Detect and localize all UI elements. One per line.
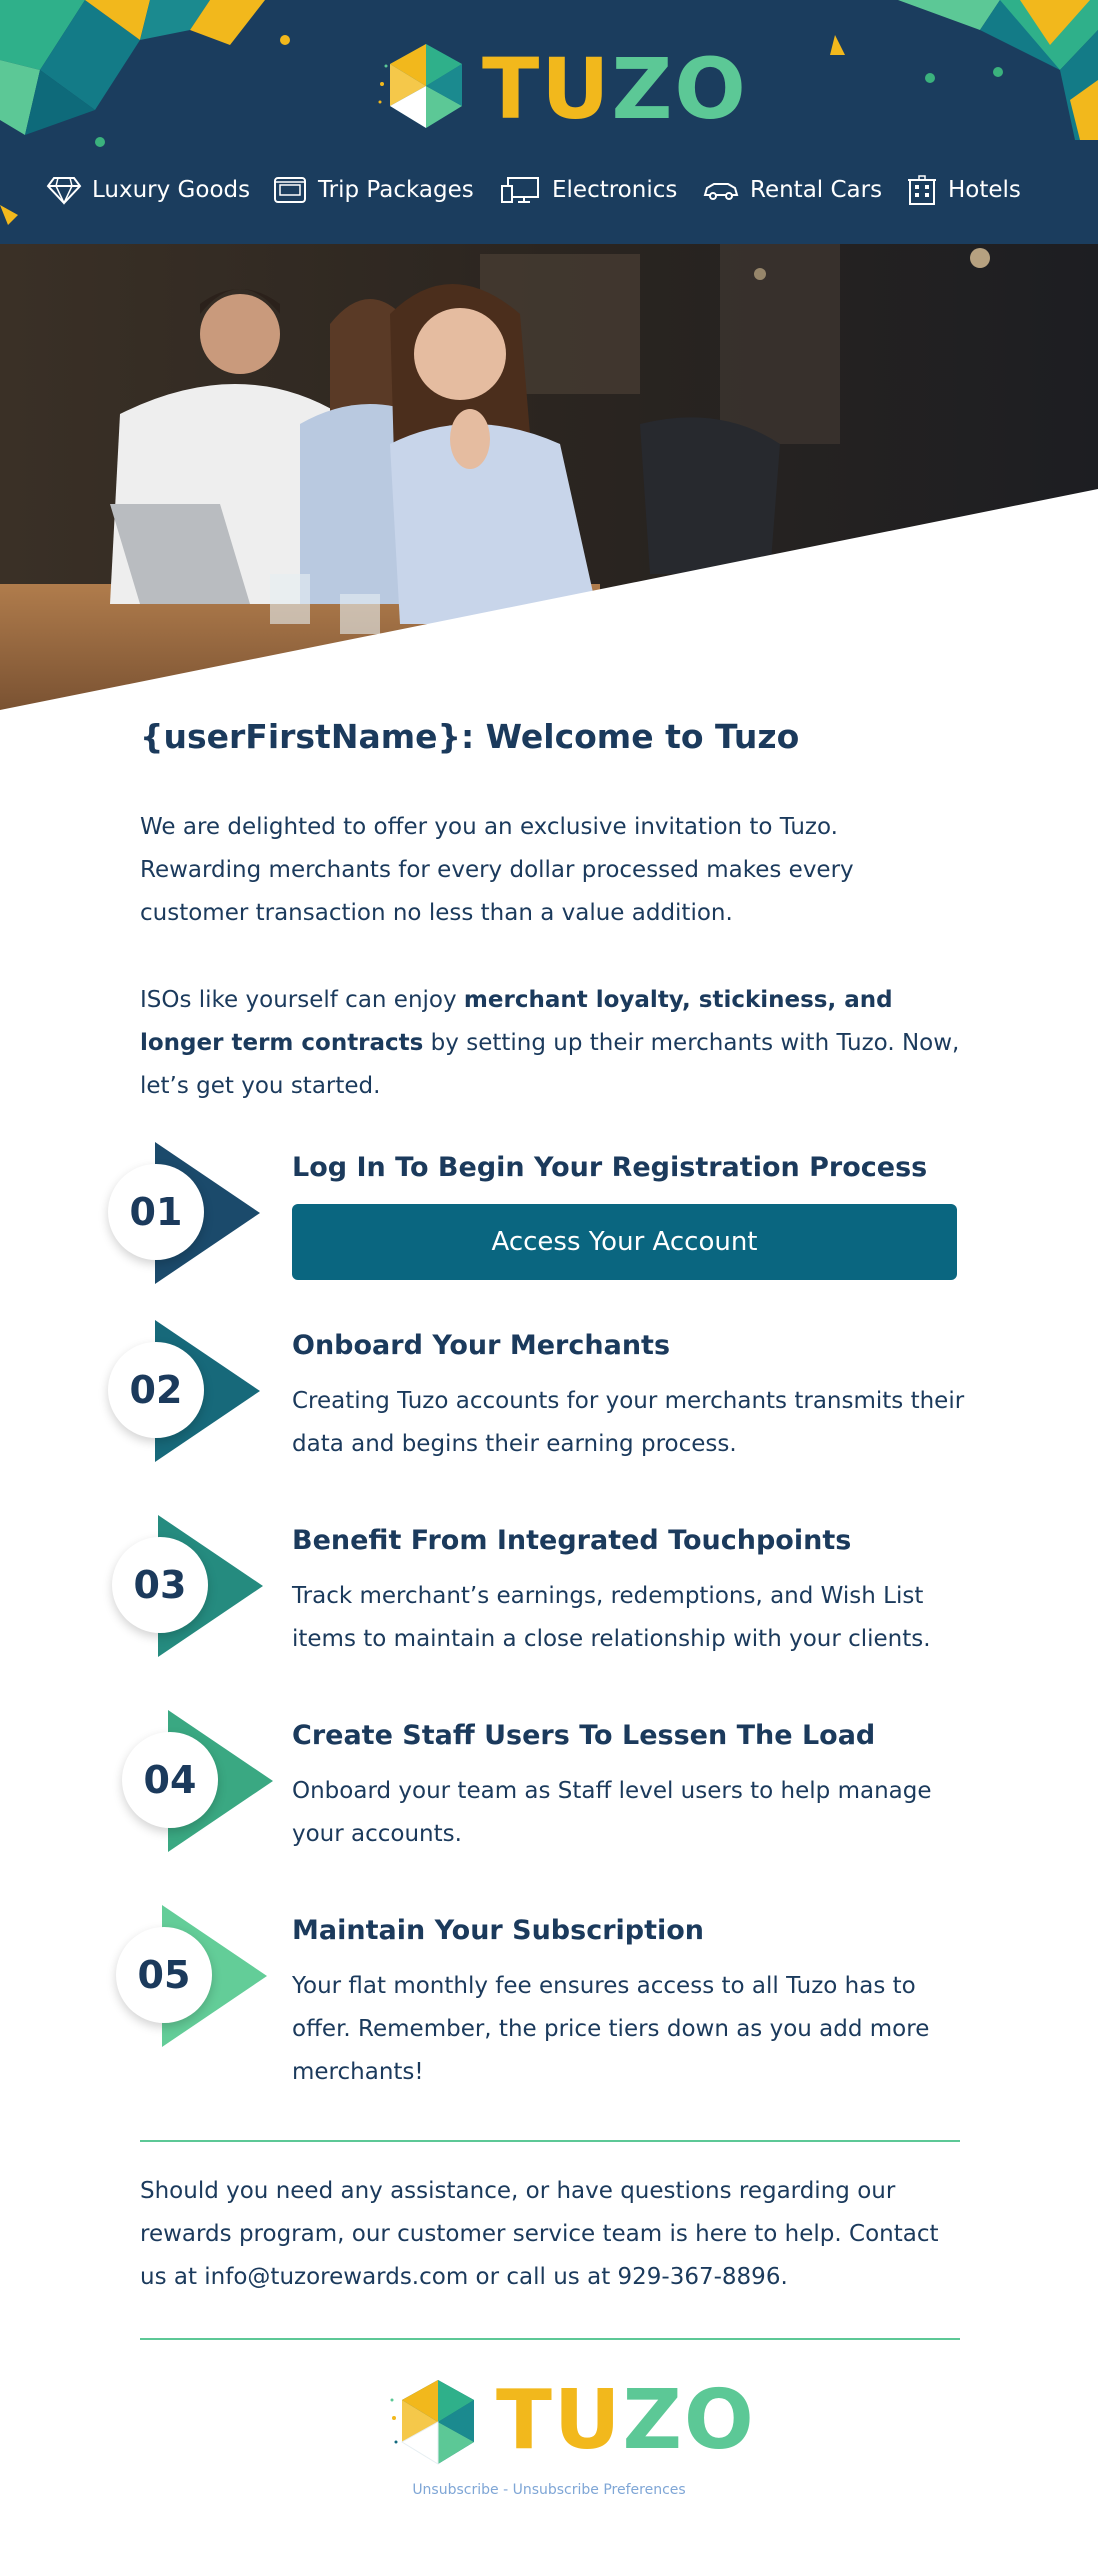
nav-item-trip-packages[interactable] bbox=[272, 170, 474, 210]
hero-illustration bbox=[0, 244, 1098, 710]
nav-item-rental-cars[interactable] bbox=[702, 170, 882, 210]
nav-item-luxury-goods[interactable] bbox=[46, 170, 250, 210]
brand-name-part1: TU bbox=[496, 2373, 623, 2468]
nav-label: Rental Cars bbox=[750, 177, 883, 203]
unsubscribe-preferences-link[interactable]: Unsubscribe Preferences bbox=[512, 2482, 686, 2498]
email-title: {userFirstName}: Welcome to Tuzo bbox=[140, 717, 800, 756]
step-2-text: Creating Tuzo accounts for your merchants transmits their data and begins their earning process. bbox=[292, 1388, 965, 1457]
isos-paragraph bbox=[140, 979, 960, 1108]
isos-bold-text: merchant loyalty, stickiness, and longer term contracts bbox=[140, 987, 893, 1056]
diamond-icon bbox=[46, 175, 82, 205]
brand-wordmark bbox=[482, 40, 748, 138]
step-5-text: Your flat monthly fee ensures access to all Tuzo has to offer. Remember, the price tiers down as you add more merchants! bbox=[292, 1973, 930, 2085]
devices-icon bbox=[500, 175, 542, 205]
step-3-text: Track merchant’s earnings, redemptions, and Wish List items to maintain a close relationship with your clients. bbox=[292, 1583, 931, 1652]
access-account-button[interactable]: Access Your Account bbox=[292, 1204, 957, 1280]
isos-text: ISOs like yourself can enjoy bbox=[140, 987, 464, 1013]
nav-label: Electronics bbox=[552, 177, 678, 203]
step-1-number: 01 bbox=[108, 1164, 204, 1260]
hero-photo bbox=[0, 244, 1098, 710]
isos-text: by setting up their merchants with Tuzo. Now, let’s get you started. bbox=[140, 1030, 960, 1099]
intro-paragraph: We are delighted to offer you an exclusive invitation to Tuzo. Rewarding merchants for every dollar processed makes every customer transaction no less than a value addition. bbox=[140, 814, 854, 926]
link-separator: - bbox=[498, 2482, 513, 2498]
category-nav bbox=[0, 160, 1098, 220]
brand-name-part1: TU bbox=[482, 40, 612, 138]
tuzo-logo-icon bbox=[376, 36, 476, 136]
nav-label: Luxury Goods bbox=[92, 177, 251, 203]
step-1-title: Log In To Begin Your Registration Process bbox=[292, 1152, 928, 1183]
ticket-icon bbox=[272, 175, 308, 205]
step-3-number: 03 bbox=[112, 1537, 208, 1633]
brand-name-part2: ZO bbox=[622, 2373, 756, 2468]
step-2-title: Onboard Your Merchants bbox=[292, 1330, 671, 1361]
nav-label: Trip Packages bbox=[318, 177, 474, 203]
brand-name-part2: ZO bbox=[611, 40, 748, 138]
step-4-number: 04 bbox=[122, 1732, 218, 1828]
header-banner bbox=[0, 0, 1098, 244]
car-icon bbox=[702, 175, 740, 205]
unsubscribe-links bbox=[0, 2482, 1098, 2498]
brand-logo[interactable] bbox=[376, 36, 748, 138]
tuzo-logo-icon bbox=[388, 2372, 488, 2472]
brand-wordmark bbox=[496, 2373, 756, 2468]
footer-divider-top bbox=[140, 2140, 960, 2142]
step-4-text: Onboard your team as Staff level users to help manage your accounts. bbox=[292, 1778, 932, 1847]
hotel-icon bbox=[906, 174, 938, 206]
nav-label: Hotels bbox=[948, 177, 1021, 203]
footer-divider-bottom bbox=[140, 2338, 960, 2340]
step-2-number: 02 bbox=[108, 1342, 204, 1438]
step-5-title: Maintain Your Subscription bbox=[292, 1915, 705, 1946]
unsubscribe-link[interactable]: Unsubscribe bbox=[412, 2482, 499, 2498]
footer-brand-logo[interactable] bbox=[388, 2372, 756, 2472]
step-5-number: 05 bbox=[116, 1927, 212, 2023]
help-paragraph: Should you need any assistance, or have questions regarding our rewards program, our customer service team is here to help. Contact us at info@tuzorewards.com or call us at 929-367-8896. bbox=[140, 2178, 939, 2290]
step-4-title: Create Staff Users To Lessen The Load bbox=[292, 1720, 876, 1751]
step-3-title: Benefit From Integrated Touchpoints bbox=[292, 1525, 852, 1556]
nav-item-electronics[interactable] bbox=[500, 170, 677, 210]
nav-item-hotels[interactable] bbox=[906, 170, 1021, 210]
